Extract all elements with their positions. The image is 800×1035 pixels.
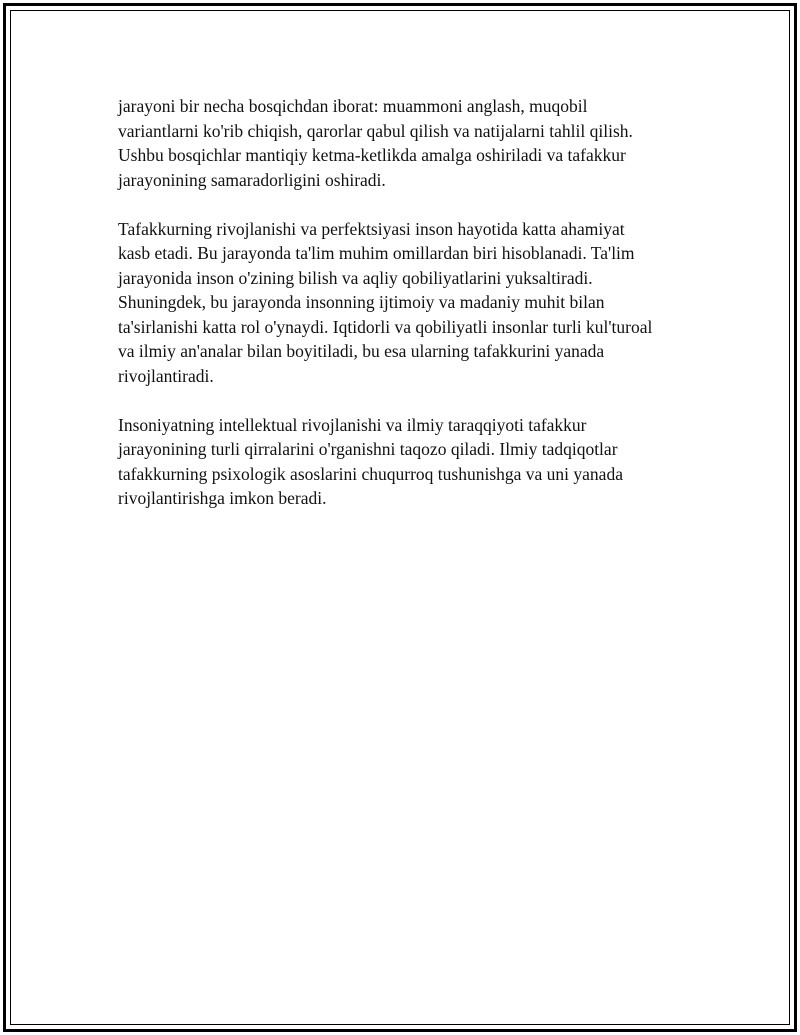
paragraph-3: Insoniyatning intellektual rivojlanishi va ilmiy taraqqiyoti tafakkur jarayonining turli qirralarini o'rganishni taqozo qiladi. Ilmiy tadqiqotlar tafakkurning psixologik asoslarini chuqurroq tushunishga va uni yanada rivojlantirishga imkon beradi. — [118, 414, 623, 508]
document-body — [118, 94, 698, 535]
paragraph-2: Tafakkurning rivojlanishi va perfektsiyasi inson hayotida katta ahamiyat kasb etadi. Bu jarayonda ta'lim muhim omillardan biri hisoblanadi. Ta'lim jarayonida inson o'zining bilish va aqliy qobiliyatlarini yuksaltiradi. Shuningdek, bu jarayonda insonning ijtimoiy va madaniy muhit bilan ta'sirlanishi katta rol o'ynaydi. Iqtidorli va qobiliyatli insonlar turli kul'turoal va ilmiy an'analar bilan boyitiladi, bu esa ularning tafakkurini yanada rivojlantiradi. — [118, 218, 653, 386]
paragraph-1: jarayoni bir necha bosqichdan iborat: muammoni anglash, muqobil variantlarni ko'rib chiqish, qarorlar qabul qilish va natijalarni tahlil qilish. Ushbu bosqichlar mantiqiy ketma-ketlikda amalga oshiriladi va tafakkur jarayonining samaradorligini oshiradi. — [118, 96, 633, 190]
